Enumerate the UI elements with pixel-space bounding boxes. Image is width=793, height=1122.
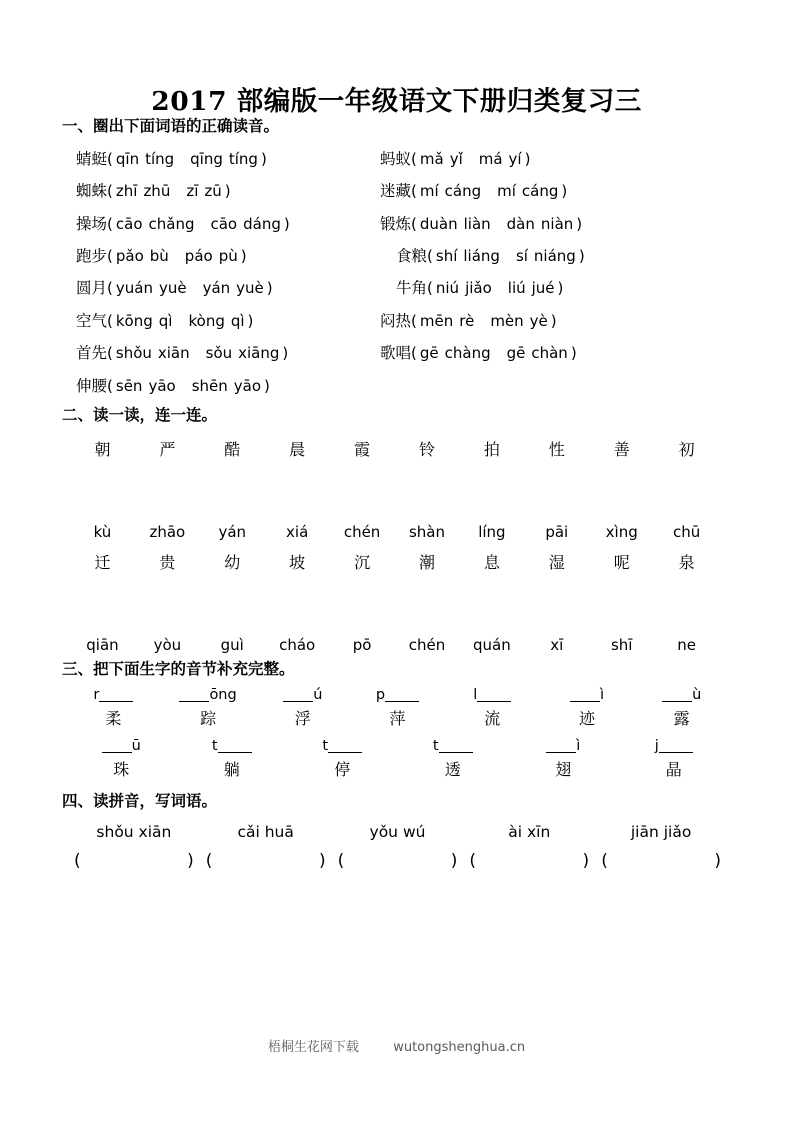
fill-block-one [60, 684, 733, 729]
syllable-suffix: ì [599, 687, 604, 704]
pinyin-cell[interactable]: yán [218, 522, 247, 541]
pinyin-option[interactable]: páo [184, 247, 213, 266]
pinyin-option[interactable]: mèn [490, 311, 524, 330]
hanzi-cell: 柔 [105, 709, 122, 729]
exercise-one-row [68, 309, 733, 341]
pinyin-cell[interactable]: líng [478, 522, 506, 541]
pinyin-option[interactable]: niáng [533, 247, 576, 266]
pinyin-prompt: jiān jiǎo [630, 822, 692, 841]
pinyin-cell[interactable]: chū [672, 522, 701, 541]
hanzi-cell[interactable]: 坡 [289, 552, 306, 572]
write-blank[interactable] [662, 684, 692, 702]
syllable-blank-cell[interactable] [287, 735, 398, 754]
pinyin-option[interactable]: sí [515, 247, 528, 266]
hanzi-cell: 浮 [294, 709, 311, 729]
pinyin-choice-item [68, 179, 368, 201]
pinyin-choice-item [368, 309, 688, 331]
section-two-heading: 二、读一读，连一连。 [62, 404, 218, 424]
pinyin-row-two [60, 636, 733, 654]
word-label: 圆月 [76, 279, 108, 298]
pinyin-option[interactable]: qīn [115, 149, 140, 168]
hanzi-cell[interactable]: 息 [483, 552, 500, 572]
pinyin-option[interactable]: duàn [419, 214, 458, 233]
pinyin-cell[interactable]: kù [93, 522, 112, 541]
pinyin-option[interactable]: yè [529, 311, 548, 330]
pinyin-option[interactable]: yuè [158, 279, 187, 298]
write-blank[interactable] [546, 735, 576, 753]
pinyin-choice-item [68, 341, 368, 363]
hanzi-label-row-one [60, 706, 733, 729]
exercise-one-row [68, 276, 733, 308]
hanzi-cell[interactable]: 朝 [94, 439, 111, 459]
pinyin-cell[interactable]: pō [352, 635, 372, 654]
syllable-suffix: ù [692, 687, 702, 704]
write-blank[interactable] [570, 684, 600, 702]
pinyin-option[interactable]: cāo [210, 214, 238, 233]
pinyin-option[interactable]: cáng [521, 182, 559, 201]
pinyin-option[interactable]: dáng [243, 214, 281, 233]
syllable-prefix: p [375, 687, 386, 704]
exercise-one-row [68, 212, 733, 244]
syllable-prefix: t [432, 738, 439, 755]
pinyin-prompt: yǒu wú [369, 822, 426, 841]
pinyin-option[interactable]: sēn [115, 376, 143, 395]
hanzi-cell[interactable]: 贵 [159, 552, 176, 572]
syllable-suffix: ū [131, 738, 141, 755]
syllable-prefix: r [93, 687, 100, 704]
pinyin-options: ( sēn yāo shēn yāo ) [107, 376, 270, 395]
hanzi-cell: 躺 [223, 760, 240, 780]
hanzi-cell: 翅 [555, 760, 572, 780]
syllable-blank-cell[interactable] [540, 684, 635, 703]
answer-slot[interactable] [332, 851, 464, 871]
pinyin-cell[interactable]: qiān [86, 635, 119, 654]
word-label: 蜘蛛 [76, 182, 108, 201]
pinyin-option[interactable]: liàn [463, 214, 491, 233]
pinyin-options: ( yuán yuè yán yuè ) [107, 279, 273, 298]
pinyin-option[interactable]: qīng [190, 149, 223, 168]
write-blank[interactable] [477, 684, 511, 702]
exercise-three-fill-blanks [60, 684, 733, 780]
pinyin-option[interactable]: xiāng [238, 344, 280, 363]
write-blank[interactable] [385, 684, 419, 702]
pinyin-option[interactable]: pù [218, 247, 238, 266]
pinyin-cell[interactable]: chén [408, 635, 446, 654]
pinyin-option[interactable]: qì [230, 311, 245, 330]
write-blank[interactable] [283, 684, 313, 702]
hanzi-cell[interactable]: 初 [678, 439, 695, 459]
word-label: 歌唱 [380, 344, 412, 363]
syllable-blank-cell[interactable] [161, 684, 256, 703]
write-blank[interactable] [179, 684, 209, 702]
pinyin-option[interactable]: tíng [145, 149, 175, 168]
pinyin-choice-item [368, 147, 688, 169]
hanzi-cell[interactable]: 呢 [613, 552, 630, 572]
word-label: 蜻蜓 [76, 149, 108, 168]
answer-slot-row [60, 851, 733, 871]
paren-close: ) [187, 850, 194, 871]
exercise-two-matching [60, 437, 733, 654]
pinyin-cell[interactable]: xī [550, 635, 564, 654]
hanzi-label-row-two [60, 757, 733, 780]
pinyin-prompt-row [60, 823, 733, 841]
word-label: 首先 [76, 344, 108, 363]
blank-row-two [60, 735, 733, 754]
pinyin-cell[interactable]: shàn [408, 522, 445, 541]
pinyin-choice-item [368, 179, 688, 201]
pinyin-option[interactable]: yāo [148, 376, 176, 395]
pinyin-option[interactable]: shǒu [115, 344, 152, 363]
pinyin-cell[interactable]: zhāo [149, 522, 186, 541]
word-label: 跑步 [76, 247, 108, 266]
word-label: 迷藏 [380, 182, 412, 201]
footer-site-name: 梧桐生花网下载 [267, 1040, 359, 1055]
pinyin-cell[interactable]: chén [343, 522, 381, 541]
pinyin-option[interactable]: cáng [444, 182, 482, 201]
pinyin-choice-item [68, 212, 368, 234]
pinyin-option[interactable]: zhū [143, 182, 171, 201]
pinyin-options: ( shǒu xiān sǒu xiāng ) [107, 344, 289, 363]
pinyin-option[interactable]: dàn [506, 214, 535, 233]
syllable-prefix: l [473, 687, 478, 704]
pinyin-option[interactable]: niú [435, 279, 460, 298]
hanzi-cell[interactable]: 性 [548, 439, 565, 459]
paren-open: ( [469, 850, 477, 871]
exercise-one-row [68, 244, 733, 276]
write-blank[interactable] [328, 735, 362, 753]
pinyin-options: ( cāo chǎng cāo dáng ) [107, 214, 290, 233]
pinyin-option[interactable]: má [478, 149, 503, 168]
pinyin-cell[interactable]: yòu [153, 635, 182, 654]
page-title: 2017 部编版一年级语文下册归类复习三 [151, 86, 642, 117]
footer-watermark [0, 1036, 793, 1055]
pinyin-choice-item [68, 309, 368, 331]
pinyin-option[interactable]: kōng [115, 311, 153, 330]
pinyin-cell[interactable]: xiá [286, 522, 309, 541]
hanzi-cell[interactable]: 迁 [94, 552, 111, 572]
pinyin-choice-item [68, 374, 368, 396]
pinyin-cell[interactable]: quán [473, 635, 511, 654]
syllable-prefix: t [211, 738, 218, 755]
pinyin-options: ( duàn liàn dàn niàn ) [411, 214, 583, 233]
pinyin-option[interactable]: chàng [444, 344, 491, 363]
hanzi-cell[interactable]: 严 [159, 439, 176, 459]
pinyin-option[interactable]: mēn [419, 311, 454, 330]
pinyin-option[interactable]: cāo [115, 214, 143, 233]
pinyin-option[interactable]: jué [531, 279, 555, 298]
pinyin-option[interactable]: zī [186, 182, 199, 201]
pinyin-options: ( niú jiǎo liú jué ) [427, 279, 564, 298]
section-three-heading: 三、把下面生字的音节补充完整。 [62, 658, 295, 678]
exercise-one-row [68, 374, 733, 406]
pinyin-prompt: cǎi huā [237, 822, 294, 841]
pinyin-option[interactable]: liáng [463, 247, 500, 266]
syllable-blank-cell[interactable] [508, 735, 619, 754]
pinyin-option[interactable]: kòng [188, 311, 225, 330]
pinyin-option[interactable]: zū [204, 182, 222, 201]
syllable-prefix: j [654, 738, 659, 755]
pinyin-cell[interactable]: ne [677, 635, 696, 654]
pinyin-option[interactable]: yí [508, 149, 522, 168]
write-blank[interactable] [218, 735, 252, 753]
exercise-one-row [68, 341, 733, 373]
hanzi-cell: 停 [334, 760, 351, 780]
pinyin-option[interactable]: yán [202, 279, 231, 298]
hanzi-cell[interactable]: 酷 [224, 439, 241, 459]
paren-close: ) [582, 850, 590, 871]
blank-row-one [60, 684, 733, 703]
write-blank[interactable] [439, 735, 473, 753]
pinyin-options: ( mǎ yǐ má yí ) [411, 149, 531, 168]
hanzi-cell: 流 [484, 709, 501, 729]
pinyin-choice-item [68, 147, 368, 169]
syllable-blank-cell[interactable] [445, 684, 540, 703]
hanzi-cell[interactable]: 晨 [289, 439, 306, 459]
word-label: 牛角 [396, 279, 428, 298]
hanzi-cell: 露 [673, 709, 690, 729]
exercise-one-list [60, 147, 733, 406]
paren-close: ) [714, 850, 721, 871]
pinyin-cell[interactable]: pāi [545, 522, 569, 541]
exercise-one-row [68, 147, 733, 179]
syllable-prefix: t [322, 738, 329, 755]
syllable-blank-cell[interactable] [398, 735, 509, 754]
fill-block-two [60, 735, 733, 780]
pinyin-option[interactable]: jiǎo [465, 279, 492, 298]
pinyin-option[interactable]: mí [497, 182, 516, 201]
word-label: 伸腰 [76, 376, 108, 395]
pinyin-option[interactable]: yuè [236, 279, 264, 298]
pinyin-option[interactable]: pǎo [115, 247, 144, 266]
pinyin-option[interactable]: bù [149, 247, 169, 266]
hanzi-cell[interactable]: 泉 [678, 552, 695, 572]
pinyin-option[interactable]: gē [506, 344, 526, 363]
syllable-blank-cell[interactable] [66, 735, 177, 754]
answer-slot[interactable] [200, 851, 332, 871]
pinyin-option[interactable]: xiān [157, 344, 190, 363]
pinyin-option[interactable]: zhī [115, 182, 138, 201]
pinyin-options: ( shí liáng sí niáng ) [427, 247, 585, 266]
paren-open: ( [74, 850, 81, 871]
section-one-heading: 一、圈出下面词语的正确读音。 [62, 116, 280, 136]
pinyin-options: ( qīn tíng qīng tíng ) [107, 149, 267, 168]
syllable-blank-cell[interactable] [634, 684, 729, 703]
pinyin-choice-item [68, 244, 368, 266]
pinyin-cell[interactable]: guì [220, 635, 244, 654]
hanzi-cell: 透 [444, 760, 461, 780]
word-label: 食粮 [396, 247, 428, 266]
paren-close: ) [318, 850, 326, 871]
answer-slot[interactable] [595, 851, 727, 871]
pinyin-option[interactable]: rè [459, 311, 475, 330]
hanzi-cell: 迹 [578, 709, 595, 729]
syllable-suffix: ú [313, 687, 323, 704]
pinyin-choice-item [368, 341, 688, 363]
pinyin-choice-item [368, 212, 688, 234]
pinyin-option[interactable]: shí [435, 247, 458, 266]
pinyin-cell[interactable]: shī [610, 635, 633, 654]
syllable-suffix: ì [576, 738, 581, 755]
pinyin-prompt: ài xīn [508, 822, 551, 841]
hanzi-cell[interactable]: 沉 [354, 552, 371, 572]
hanzi-cell[interactable]: 幼 [224, 552, 241, 572]
pinyin-option[interactable]: liú [507, 279, 526, 298]
pinyin-option[interactable]: yǐ [449, 149, 463, 168]
paren-open: ( [337, 850, 345, 871]
word-label: 蚂蚁 [380, 149, 412, 168]
pinyin-cell[interactable]: xìng [605, 522, 638, 541]
pinyin-option[interactable]: yāo [233, 376, 261, 395]
pinyin-option[interactable]: mǎ [419, 149, 444, 168]
pinyin-option[interactable]: tíng [228, 149, 258, 168]
hanzi-cell: 珠 [113, 760, 130, 780]
pinyin-option[interactable]: gē [419, 344, 439, 363]
paren-close: ) [450, 850, 458, 871]
paren-open: ( [601, 850, 608, 871]
pinyin-option[interactable]: chàn [531, 344, 568, 363]
pinyin-options: ( gē chàng gē chàn ) [411, 344, 577, 363]
pinyin-options: ( kōng qì kòng qì ) [107, 311, 254, 330]
write-blank[interactable] [659, 735, 693, 753]
hanzi-cell[interactable]: 潮 [418, 552, 435, 572]
hanzi-cell[interactable]: 铃 [418, 439, 435, 459]
hanzi-cell[interactable]: 湿 [548, 552, 565, 572]
syllable-blank-cell[interactable] [255, 684, 350, 703]
hanzi-cell: 萍 [389, 709, 406, 729]
pinyin-options: ( mí cáng mí cáng ) [411, 182, 568, 201]
pinyin-option[interactable]: qì [158, 311, 173, 330]
pinyin-options: ( pǎo bù páo pù ) [107, 247, 247, 266]
pinyin-option[interactable]: shēn [191, 376, 228, 395]
hanzi-cell: 踪 [200, 709, 217, 729]
pinyin-options: ( zhī zhū zī zū ) [107, 182, 231, 201]
pinyin-choice-item [368, 244, 688, 266]
word-label: 锻炼 [380, 214, 412, 233]
exercise-four-write-words [60, 823, 733, 871]
syllable-blank-cell[interactable] [177, 735, 288, 754]
footer-site-url: wutongshenghua.cn [393, 1040, 526, 1055]
pinyin-option[interactable]: sǒu [205, 344, 233, 363]
paren-open: ( [205, 850, 213, 871]
word-label: 操场 [76, 214, 108, 233]
write-blank[interactable] [99, 684, 133, 702]
hanzi-cell: 晶 [665, 760, 682, 780]
syllable-suffix: ōng [209, 687, 237, 704]
section-four-heading: 四、读拼音，写词语。 [62, 791, 218, 811]
pinyin-choice-item [68, 276, 368, 298]
syllable-blank-cell[interactable] [66, 684, 161, 703]
answer-slot[interactable] [68, 851, 200, 871]
hanzi-cell[interactable]: 善 [613, 439, 630, 459]
pinyin-options: ( mēn rè mèn yè ) [411, 311, 557, 330]
hanzi-row-two [60, 550, 733, 573]
pinyin-option[interactable]: chǎng [148, 214, 195, 233]
exercise-one-row [68, 179, 733, 211]
answer-slot[interactable] [463, 851, 595, 871]
hanzi-cell[interactable]: 霞 [354, 439, 371, 459]
pinyin-option[interactable]: yuán [115, 279, 153, 298]
pinyin-option[interactable]: mí [419, 182, 439, 201]
pinyin-cell[interactable]: cháo [279, 635, 316, 654]
pinyin-row-one [60, 523, 733, 541]
hanzi-row-one [60, 437, 733, 460]
syllable-blank-cell[interactable] [619, 735, 730, 754]
pinyin-option[interactable]: niàn [540, 214, 574, 233]
syllable-blank-cell[interactable] [350, 684, 445, 703]
pinyin-choice-item [368, 276, 688, 298]
pinyin-prompt: shǒu xiān [96, 822, 172, 841]
word-label: 空气 [76, 311, 108, 330]
word-label: 闷热 [380, 311, 412, 330]
write-blank[interactable] [102, 735, 132, 753]
hanzi-cell[interactable]: 拍 [483, 439, 500, 459]
